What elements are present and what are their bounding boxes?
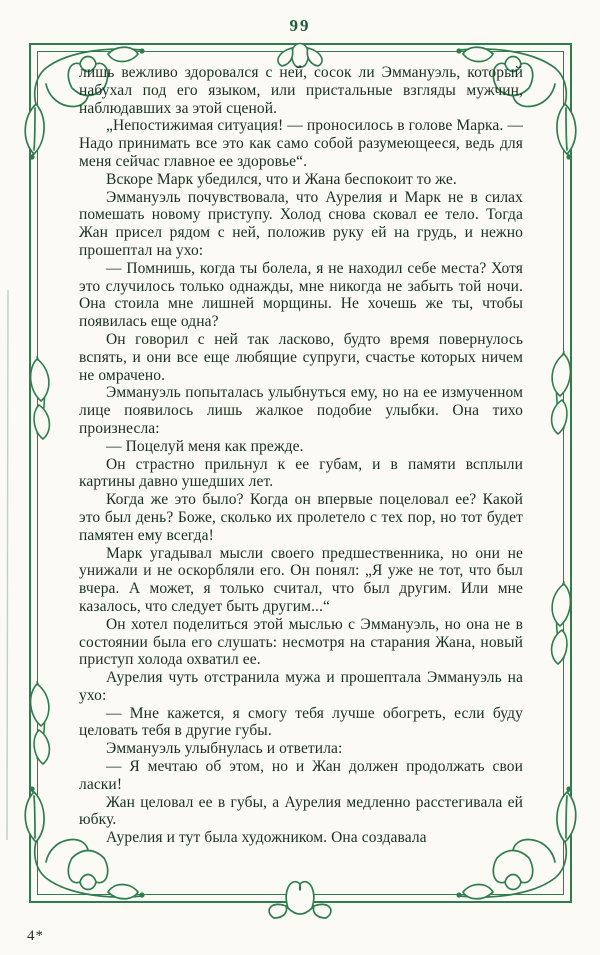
right-leaf-ornament-icon bbox=[552, 582, 571, 664]
scan-artifact-line bbox=[7, 290, 8, 840]
paragraph: Жан целовал ее в губы, а Аурелия медленно расстегивала ей юбку. bbox=[79, 793, 523, 829]
paragraph: Он страстно прильнул к ее губам, и в памяти всплыли картины давно ушедших лет. bbox=[79, 455, 523, 491]
paragraph: Он хотел поделиться этой мыслью с Эммануэль, но она не в состоянии была его слушать: несмотря на старания Жана, новый приступ холода охватил ее. bbox=[79, 615, 523, 669]
text-block bbox=[79, 64, 523, 847]
paragraph: Эммануэль попыталась улыбнуться ему, но на ее измученном лице появилось лишь жалкое подобие улыбки. Она тихо произнесла: bbox=[79, 384, 523, 437]
paragraph: — Мне кажется, я смогу тебя лучше обогреть, если буду целовать тебя в другие губы. bbox=[79, 704, 523, 740]
page-number: 99 bbox=[289, 16, 311, 35]
left-leaf-ornament-icon bbox=[31, 357, 50, 439]
paragraph: — Помнишь, когда ты болела, я не находил себе места? Хотя это случилось только однажды, мне никогда не забыть той ночи. Она стоила мне лишней морщины. Не хочешь же ты, чтобы появилась еще одна? bbox=[79, 259, 523, 331]
left-leaf-ornament-icon bbox=[31, 682, 50, 764]
bottom-tulip-ornament-icon bbox=[269, 882, 331, 918]
paragraph: Аурелия чуть отстранила мужа и прошептала Эммануэль на ухо: bbox=[79, 669, 523, 704]
paragraph: Эммануэль почувствовала, что Аурелия и Марк не в силах помешать новому приступу. Холод снова сковал ее тело. Тогда Жан присел рядом с ней, положив руку ей на грудь, и нежно прошептал на ухо: bbox=[79, 188, 523, 259]
paragraph: Аурелия и тут была художником. Она создавала bbox=[106, 829, 427, 847]
right-leaf-ornament-icon bbox=[552, 352, 571, 434]
paragraph: Эммануэль улыбнулась и ответила: bbox=[106, 740, 343, 758]
paragraph: — Поцелуй меня как прежде. bbox=[106, 437, 304, 455]
paragraph: Вскоре Марк убедился, что и Жана беспокоит то же. bbox=[106, 170, 457, 188]
signature-mark: 4* bbox=[27, 928, 44, 944]
paragraph: Марк угадывал мысли своего предшественника, но они не унижали и не оскорбляли его. Он понял: „Я уже не тот, что был вчера. А может, я только считал, что был другим. Или мне казалось, что следует быть другим...“ bbox=[79, 544, 523, 615]
paragraph: — Я мечтаю об этом, но и Жан должен продолжать свои ласки! bbox=[79, 758, 523, 793]
paragraph: Он говорил с ней так ласково, будто время повернулось вспять, и они все еще любящие супруги, счастье которых ничем не омрачено. bbox=[79, 330, 523, 384]
paragraph: „Непостижимая ситуация! — проносилось в голове Марка. — Надо принимать все это как само собой разумеющееся, ведь для меня сейчас главное ее здоровье“. bbox=[79, 117, 523, 170]
paragraph: лишь вежливо здоровался с ней, сосок ли Эммануэль, который набухал под его языком, или пристальные взгляды мужчин, наблюдавших за этой сценой. bbox=[79, 64, 523, 117]
paragraph: Когда же это было? Когда он впервые поцеловал ее? Какой это был день? Боже, сколько их пролетело с тех пор, но тот будет памятен ему всегда! bbox=[79, 491, 523, 544]
